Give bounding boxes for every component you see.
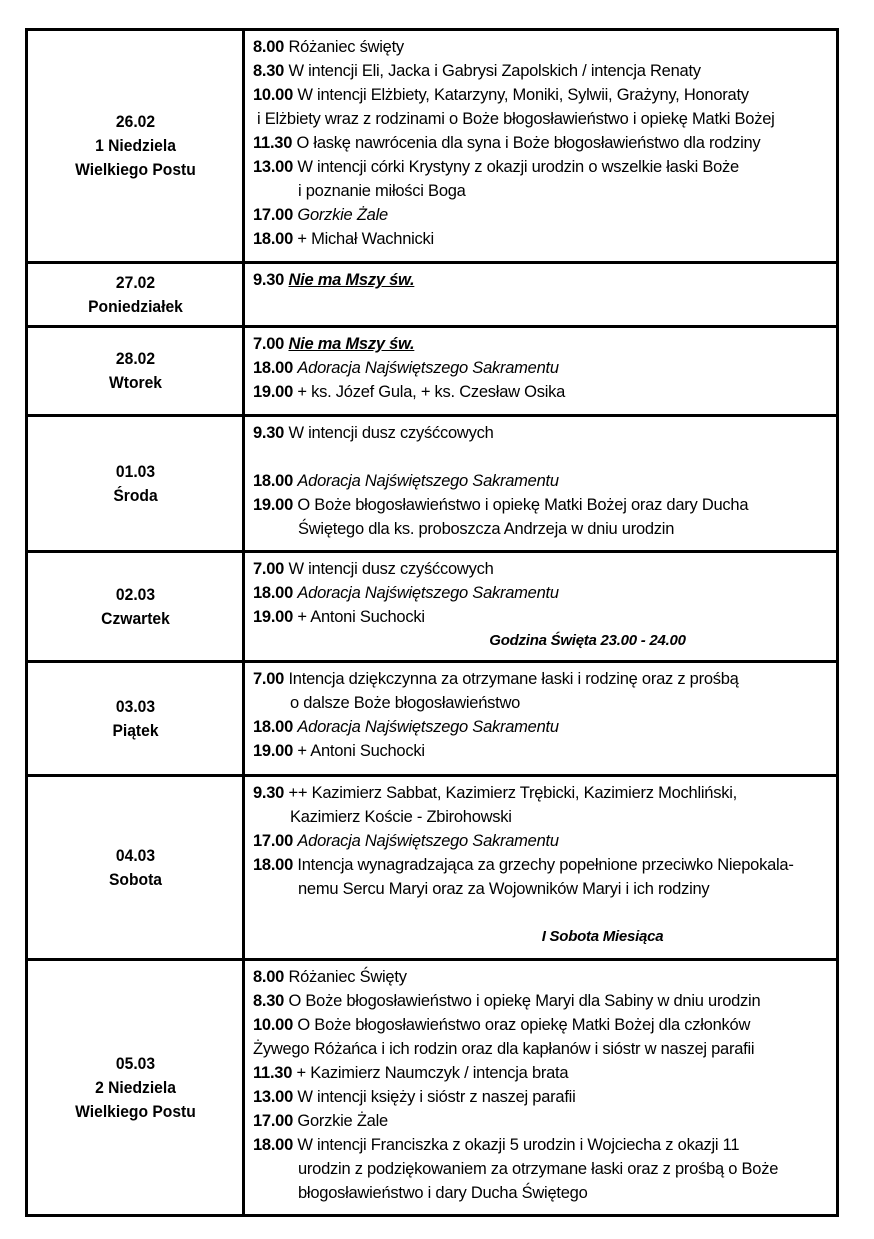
entry-line: 17.00 Adoracja Najświętszego Sakramentu <box>253 832 559 850</box>
day-note: Godzina Święta 23.00 - 24.00 <box>489 632 686 649</box>
day-cell <box>35 552 235 662</box>
spacer <box>253 901 832 925</box>
entry-line: urodzin z podziękowaniem za otrzymane łaski oraz z prośbą o Boże <box>298 1160 779 1178</box>
day-name: Sobota <box>108 869 162 889</box>
entry-line: i Elżbiety wraz z rodzinami o Boże błogosławieństwo i opiekę Matki Bożej <box>257 110 775 128</box>
day-row <box>27 416 838 552</box>
day-name: Czwartek <box>100 608 170 628</box>
entry-line: Kazimierz Koście - Zbirohowski <box>290 808 512 826</box>
entry-line: i poznanie miłości Boga <box>298 182 466 200</box>
entry-line: 8.00 Różaniec Święty <box>253 968 407 986</box>
day-name: Piątek <box>111 720 159 740</box>
day-cell <box>35 327 235 416</box>
entry-line: 7.00 Intencja dziękczynna za otrzymane łaski i rodzinę oraz z prośbą <box>253 670 739 688</box>
entry-line: 19.00 + ks. Józef Gula, + ks. Czesław Osika <box>253 383 566 401</box>
entry-line: 9.30 ++ Kazimierz Sabbat, Kazimierz Trębicki, Kazimierz Mochliński, <box>253 784 737 802</box>
entry-line: 19.00 + Antoni Suchocki <box>253 608 425 626</box>
day-entries <box>244 327 838 416</box>
entry-line: 7.00 W intencji dusz czyśćcowych <box>253 560 494 578</box>
spacer <box>253 445 832 469</box>
entry-line: 10.00 W intencji Elżbiety, Katarzyny, Moniki, Sylwii, Grażyny, Honoraty <box>253 86 749 104</box>
day-row <box>27 552 838 662</box>
entry-line: błogosławieństwo i dary Ducha Świętego <box>298 1184 588 1202</box>
day-entries <box>244 776 838 960</box>
day-date: 27.02 <box>115 272 155 292</box>
day-entries <box>244 552 838 662</box>
entry-line: 18.00 + Michał Wachnicki <box>253 230 434 248</box>
day-name: 1 Niedziela <box>94 136 176 155</box>
day-name: Poniedziałek <box>87 296 183 316</box>
entry-line: 19.00 O Boże błogosławieństwo i opiekę Matki Bożej oraz dary Ducha <box>253 496 749 514</box>
entry-line: 13.00 W intencji córki Krystyny z okazji urodzin o wszelkie łaski Boże <box>253 158 739 176</box>
day-date: 28.02 <box>115 349 155 368</box>
entry-line: 18.00 Adoracja Najświętszego Sakramentu <box>253 718 559 736</box>
day-cell <box>35 960 235 1216</box>
entry-line: nemu Sercu Maryi oraz za Wojowników Maryi i ich rodziny <box>298 880 710 898</box>
entry-line: 17.00 Gorzkie Żale <box>253 1112 388 1130</box>
entry-line: 18.00 Adoracja Najświętszego Sakramentu <box>253 472 559 490</box>
day-row <box>27 960 838 1216</box>
day-name: 2 Niedziela <box>94 1077 176 1097</box>
entry-line: 11.30 O łaskę nawrócenia dla syna i Boże błogosławieństwo dla rodziny <box>253 134 761 152</box>
day-name: Wtorek <box>108 373 162 392</box>
day-date: 03.03 <box>115 696 155 716</box>
entry-line: Świętego dla ks. proboszcza Andrzeja w dniu urodzin <box>298 520 675 538</box>
day-date: 01.03 <box>115 461 155 481</box>
day-entries <box>244 960 838 1216</box>
entry-line: 18.00 Adoracja Najświętszego Sakramentu <box>253 359 559 377</box>
day-cell <box>35 416 235 552</box>
day-date: 04.03 <box>115 845 155 865</box>
day-name-2: Wielkiego Postu <box>74 1101 196 1121</box>
entry-line: 11.30 + Kazimierz Naumczyk / intencja brata <box>253 1064 569 1082</box>
mass-schedule-table <box>25 28 839 1217</box>
entry-line: 10.00 O Boże błogosławieństwo oraz opiekę Matki Bożej dla członków <box>253 1016 751 1034</box>
entry-line: Żywego Różańca i ich rodzin oraz dla kapłanów i sióstr w naszej parafii <box>253 1040 755 1058</box>
day-cell <box>35 776 235 960</box>
day-name: Środa <box>112 485 158 505</box>
entry-line: 8.30 W intencji Eli, Jacka i Gabrysi Zapolskich / intencja Renaty <box>253 62 701 80</box>
entry-line: 9.30 W intencji dusz czyśćcowych <box>253 424 494 442</box>
entry-line: 8.30 O Boże błogosławieństwo i opiekę Maryi dla Sabiny w dniu urodzin <box>253 992 761 1010</box>
entry-line: 9.30 Nie ma Mszy św. <box>253 271 415 289</box>
day-entries <box>244 263 838 327</box>
day-date: 02.03 <box>115 584 155 604</box>
entry-line: 17.00 Gorzkie Żale <box>253 206 388 224</box>
day-date: 26.02 <box>115 112 155 131</box>
day-row <box>27 30 838 263</box>
day-cell <box>35 263 235 327</box>
day-entries <box>244 30 838 263</box>
day-entries <box>244 416 838 552</box>
entry-line: o dalsze Boże błogosławieństwo <box>290 694 521 712</box>
entry-line: 19.00 + Antoni Suchocki <box>253 742 425 760</box>
day-row <box>27 776 838 960</box>
entry-line: 13.00 W intencji księży i sióstr z naszej parafii <box>253 1088 576 1106</box>
day-cell <box>35 662 235 776</box>
day-date: 05.03 <box>115 1053 155 1073</box>
entry-line: 18.00 Adoracja Najświętszego Sakramentu <box>253 584 559 602</box>
day-row <box>27 263 838 327</box>
entry-line: 18.00 Intencja wynagradzająca za grzechy popełnione przeciwko Niepokala- <box>253 856 794 874</box>
day-entries <box>244 662 838 776</box>
entry-line: 8.00 Różaniec święty <box>253 38 404 56</box>
day-row <box>27 327 838 416</box>
day-row <box>27 662 838 776</box>
entry-line: 7.00 Nie ma Mszy św. <box>253 335 415 353</box>
day-name-2: Wielkiego Postu <box>74 160 196 179</box>
day-cell <box>35 30 235 263</box>
entry-line: 18.00 W intencji Franciszka z okazji 5 urodzin i Wojciecha z okazji 11 <box>253 1136 740 1154</box>
day-note: I Sobota Miesiąca <box>541 928 664 945</box>
